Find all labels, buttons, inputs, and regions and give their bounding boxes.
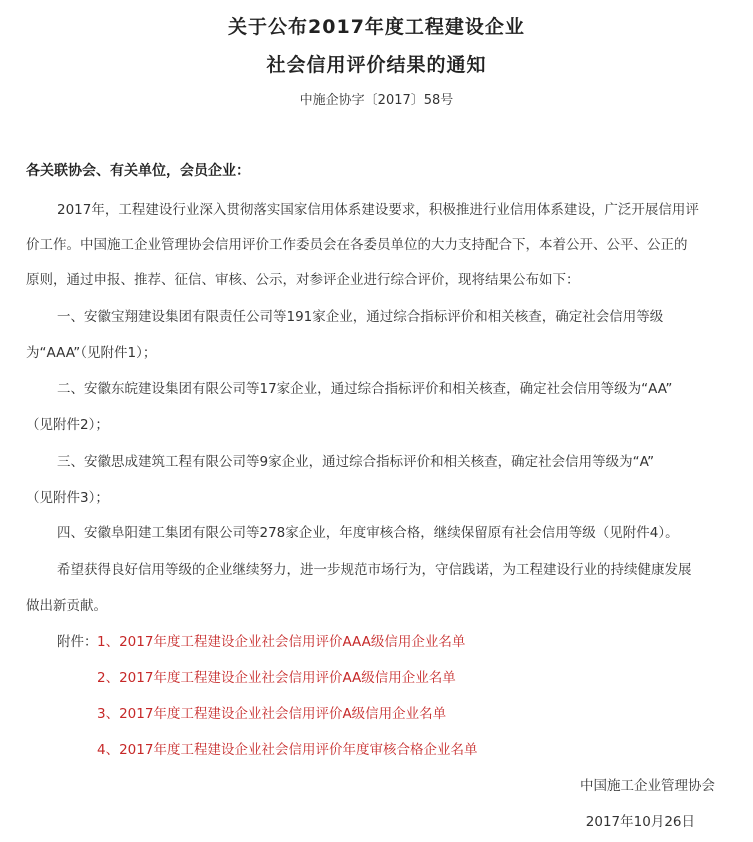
document-number: 中施企协字〔2017〕58号	[299, 93, 454, 108]
intro-line-1: 2017年，工程建设行业深入贯彻落实国家信用体系建设要求，积极推进行业信用体系建设，广泛开展信用评	[57, 202, 699, 218]
signature-org: 中国施工企业管理协会	[580, 778, 715, 794]
closing-line-1: 希望获得良好信用等级的企业继续努力，进一步规范市场行为，守信践诺，为工程建设行业的持续健康发展	[57, 562, 692, 578]
item2-line-1: 二、安徽东皖建设集团有限公司等17家企业，通过综合指标评价和相关核查，确定社会信用等级为“AA”	[57, 381, 673, 397]
signature-date: 2017年10月26日	[585, 814, 695, 830]
notice-title-line2: 社会信用评价结果的通知	[266, 54, 487, 76]
item1-line-2: 为“AAA”（见附件1）；	[26, 345, 157, 361]
item4-line: 四、安徽阜阳建工集团有限公司等278家企业，年度审核合格，继续保留原有社会信用等级（见附件4）。	[57, 525, 679, 541]
item1-line-1: 一、安徽宝翔建设集团有限责任公司等191家企业，通过综合指标评价和相关核查，确定社会信用等级	[57, 309, 664, 325]
notice-title-line1: 关于公布2017年度工程建设企业	[228, 16, 525, 38]
attachment-link-3[interactable]: 3、2017年度工程建设企业社会信用评价A级信用企业名单	[97, 706, 447, 722]
attachments-label: 附件：	[57, 634, 98, 650]
item3-line-2: （见附件3）；	[26, 490, 109, 506]
attachment-link-4[interactable]: 4、2017年度工程建设企业社会信用评价年度审核合格企业名单	[97, 742, 478, 758]
intro-line-3: 原则，通过申报、推荐、征信、审核、公示，对参评企业进行综合评价，现将结果公布如下：	[26, 272, 580, 288]
attachment-link-2[interactable]: 2、2017年度工程建设企业社会信用评价AA级信用企业名单	[97, 670, 456, 686]
intro-line-2: 价工作。中国施工企业管理协会信用评价工作委员会在各委员单位的大力支持配合下，本着公开、公平、公正的	[26, 237, 688, 253]
salutation: 各关联协会、有关单位，会员企业：	[26, 163, 250, 179]
item2-line-2: （见附件2）；	[26, 417, 109, 433]
closing-line-2: 做出新贡献。	[26, 598, 107, 614]
attachment-link-1[interactable]: 1、2017年度工程建设企业社会信用评价AAA级信用企业名单	[97, 634, 466, 650]
item3-line-1: 三、安徽思成建筑工程有限公司等9家企业，通过综合指标评价和相关核查，确定社会信用等级为“A”	[57, 454, 655, 470]
